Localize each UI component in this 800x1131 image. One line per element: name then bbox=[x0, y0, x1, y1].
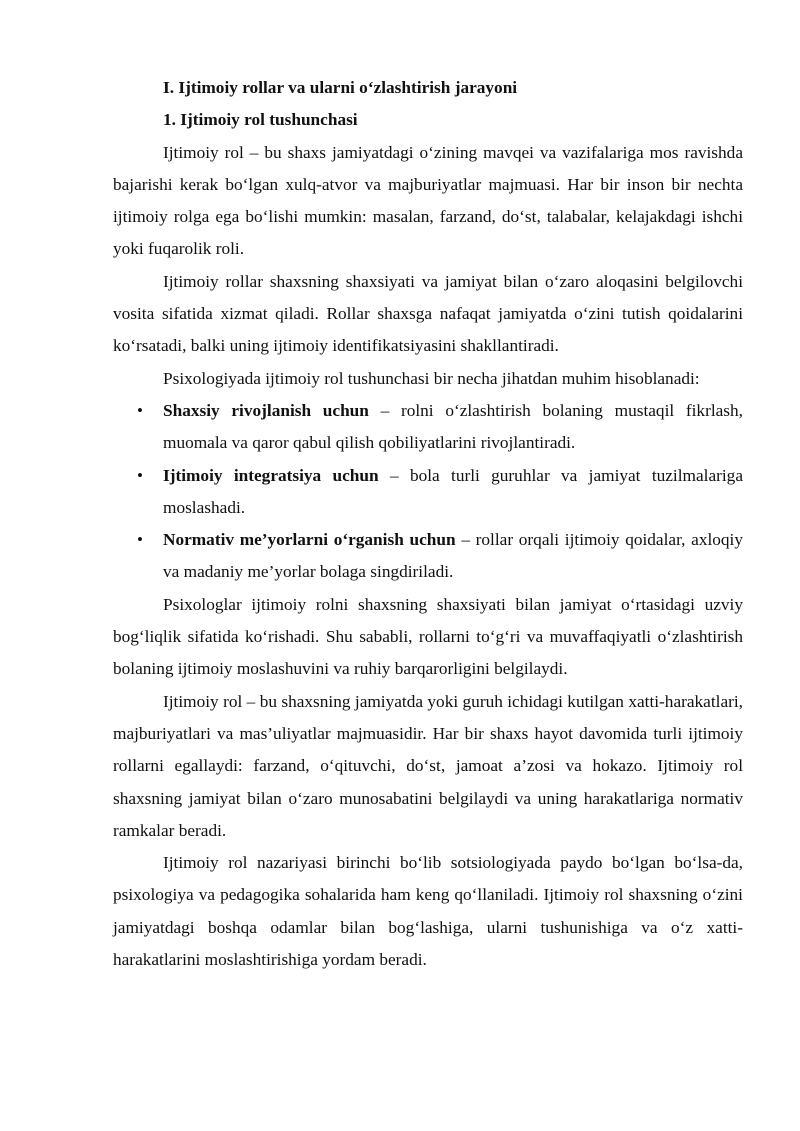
list-item-term: Shaxsiy rivojlanish uchun bbox=[163, 400, 369, 420]
bullet-icon: • bbox=[137, 530, 143, 550]
list-item-term: Normativ me’yorlarni o‘rganish uchun bbox=[163, 530, 456, 550]
paragraph-3: Psixologiyada ijtimoiy rol tushunchasi bir necha jihatdan muhim hisoblanadi: bbox=[163, 368, 700, 388]
list-item bbox=[113, 460, 743, 525]
list-item bbox=[113, 524, 743, 589]
list-item bbox=[113, 395, 743, 460]
paragraph-4: Psixologlar ijtimoiy rolni shaxsning shaxsiyati bilan jamiyat o‘rtasidagi uzviy bog‘liqlik sifatida ko‘rishadi. Shu sababli, rollarni to‘g‘ri va muvaffaqiyatli o‘zlashtirish bolaning ijtimoiy moslashuvini va ruhiy barqarorligini belgilaydi. bbox=[113, 594, 743, 679]
bullet-icon: • bbox=[137, 465, 143, 485]
list-item-text: – rollar orqali ijtimoiy qoidalar, axloqiy va madaniy me’yorlar bolaga singdiriladi. bbox=[163, 530, 743, 582]
paragraph-1: Ijtimoiy rol – bu shaxs jamiyatdagi o‘zining mavqei va vazifalariga mos ravishda bajarishi kerak bo‘lgan xulq-atvor va majburiyatlar majmuasi. Har bir inson bir nechta ijtimoiy rolga ega bo‘lishi mumkin: masalan, farzand, do‘st, talabalar, kelajakdagi ishchi yoki fuqarolik roli. bbox=[113, 142, 743, 259]
bullet-icon: • bbox=[137, 400, 143, 420]
document-page bbox=[113, 72, 743, 976]
list-item-text: – bola turli guruhlar va jamiyat tuzilmalariga moslashadi. bbox=[163, 465, 743, 517]
list-item-text: – rolni o‘zlashtirish bolaning mustaqil fikrlash, muomala va qaror qabul qilish qobiliyatlarini rivojlantiradi. bbox=[163, 400, 743, 453]
list-item-term: Ijtimoiy integratsiya uchun bbox=[163, 465, 379, 485]
bullet-list bbox=[113, 395, 743, 589]
paragraph-5: Ijtimoiy rol – bu shaxsning jamiyatda yoki guruh ichidagi kutilgan xatti-harakatlari, majburiyatlari va mas’uliyatlar majmuasidir. Har bir shaxs hayot davomida turli ijtimoiy rollarni egallaydi: farzand, o‘qituvchi, do‘st, jamoat a’zosi va hokazo. Ijtimoiy rol shaxsning jamiyat bilan o‘zaro munosabatini belgilaydi va uning harakatlariga normativ ramkalar beradi. bbox=[113, 691, 743, 840]
paragraph-2: Ijtimoiy rollar shaxsning shaxsiyati va jamiyat bilan o‘zaro aloqasini belgilovchi vosita sifatida xizmat qiladi. Rollar shaxsga nafaqat jamiyatda o‘zini tutish qoidalarini ko‘rsatadi, balki uning ijtimoiy identifikatsiyasini shakllantiradi. bbox=[113, 271, 743, 356]
paragraph-6: Ijtimoiy rol nazariyasi birinchi bo‘lib sotsiologiyada paydo bo‘lgan bo‘lsa-da, psixologiya va pedagogika sohalarida ham keng qo‘llaniladi. Ijtimoiy rol shaxsning o‘zini jamiyatdagi boshqa odamlar bilan bog‘lashiga, ularni tushunishiga va o‘z xatti-harakatlarini moslashtirishiga yordam beradi. bbox=[113, 853, 743, 970]
section-heading: I. Ijtimoiy rollar va ularni o‘zlashtirish jarayoni bbox=[163, 78, 518, 97]
subsection-heading: 1. Ijtimoiy rol tushunchasi bbox=[163, 110, 358, 130]
